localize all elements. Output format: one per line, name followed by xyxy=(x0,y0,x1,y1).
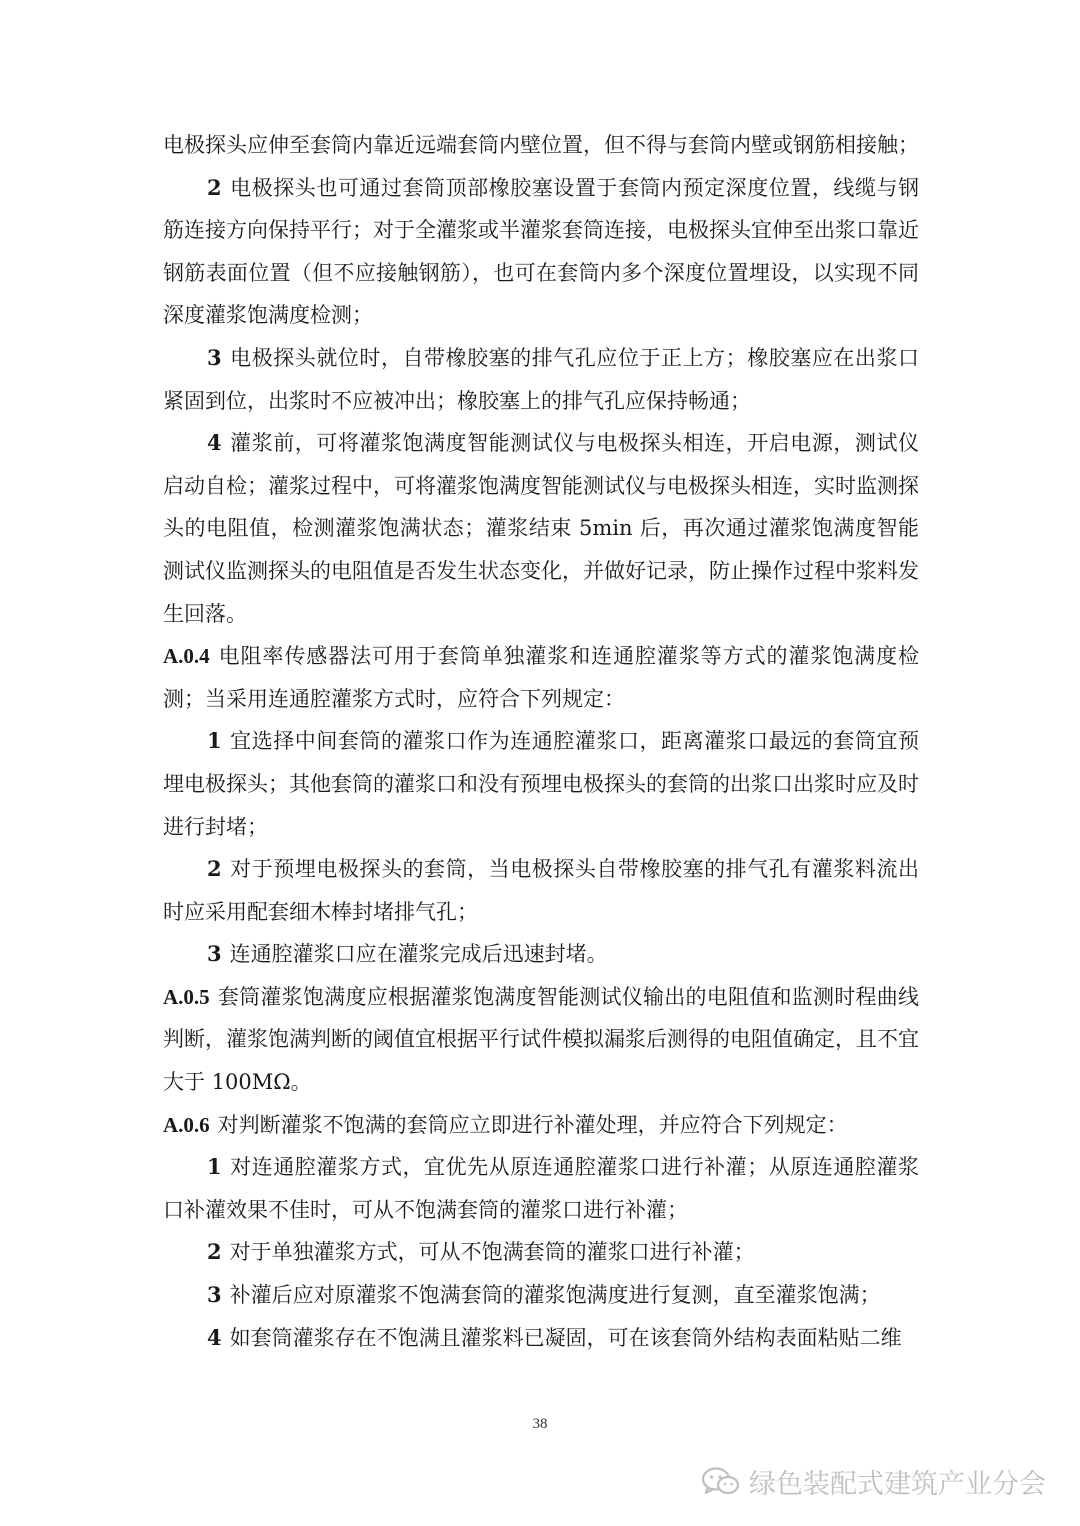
item-number: 1 xyxy=(207,1154,222,1180)
item-text: 如套筒灌浆存在不饱满且灌浆料已凝固，可在该套筒外结构表面粘贴二维 xyxy=(229,1325,902,1350)
item-text: 对于单独灌浆方式，可从不饱满套筒的灌浆口进行补灌； xyxy=(229,1240,755,1265)
clause-number: A.0.5 xyxy=(163,984,210,1009)
list-item xyxy=(163,1274,919,1317)
item-number: 3 xyxy=(207,941,222,967)
list-item xyxy=(163,1146,919,1231)
item-text: 宜选择中间套筒的灌浆口作为连通腔灌浆口，距离灌浆口最远的套筒宜预埋电极探头；其他套筒的灌浆口和没有预埋电极探头的套筒的出浆口出浆时应及时进行封堵； xyxy=(163,729,919,839)
list-item xyxy=(163,720,919,848)
watermark-text: 绿色装配式建筑产业分会 xyxy=(749,1469,1046,1500)
item-number: 3 xyxy=(207,344,222,370)
item-number: 2 xyxy=(207,174,222,200)
paragraph-text: 电极探头应伸至套筒内靠近远端套筒内壁位置，但不得与套筒内壁或钢筋相接触； xyxy=(163,133,919,157)
list-item xyxy=(163,422,919,635)
item-text: 对连通腔灌浆方式，宜优先从原连通腔灌浆口进行补灌；从原连通腔灌浆口补灌效果不佳时，可从不饱满套筒的灌浆口进行补灌； xyxy=(163,1155,919,1222)
list-item xyxy=(163,848,919,933)
clause xyxy=(163,976,919,1104)
clause-number: A.0.6 xyxy=(163,1112,210,1137)
item-number: 2 xyxy=(207,856,222,882)
clause xyxy=(163,635,919,720)
clause-text: 套筒灌浆饱满度应根据灌浆饱满度智能测试仪输出的电阻值和监测时程曲线判断，灌浆饱满判断的阈值宜根据平行试件模拟漏浆后测得的电阻值确定，且不宜大于 100MΩ。 xyxy=(163,984,919,1095)
clause xyxy=(163,1104,919,1147)
item-text: 电极探头也可通过套筒顶部橡胶塞设置于套筒内预定深度位置，线缆与钢筋连接方向保持平行；对于全灌浆或半灌浆套筒连接，电极探头宜伸至出浆口靠近钢筋表面位置（但不应接触钢筋），也可在套筒内多个深度位置埋设，以实现不同深度灌浆饱满度检测； xyxy=(163,175,919,328)
clause-text: 电阻率传感器法可用于套筒单独灌浆和连通腔灌浆等方式的灌浆饱满度检测；当采用连通腔灌浆方式时，应符合下列规定： xyxy=(163,644,919,711)
list-item xyxy=(163,1317,919,1360)
list-item xyxy=(163,337,919,422)
item-number: 4 xyxy=(207,1324,222,1350)
page-number: 38 xyxy=(532,1416,548,1432)
document-body xyxy=(163,124,919,1359)
list-item xyxy=(163,1231,919,1274)
paragraph xyxy=(163,124,919,167)
watermark xyxy=(701,1462,1046,1501)
item-text: 灌浆前，可将灌浆饱满度智能测试仪与电极探头相连，开启电源，测试仪启动自检；灌浆过程中，可将灌浆饱满度智能测试仪与电极探头相连，实时监测探头的电阻值，检测灌浆饱满状态；灌浆结束 5min 后，再次通过灌浆饱满度智能测试仪监测探头的电阻值是否发生状态变化，并做好记录，防止操作过程中浆料发生回落。 xyxy=(163,431,919,626)
clause-number: A.0.4 xyxy=(163,644,210,669)
wechat-icon xyxy=(701,1466,741,1498)
list-item xyxy=(163,933,919,976)
item-number: 2 xyxy=(207,1239,222,1265)
item-text: 对于预埋电极探头的套筒，当电极探头自带橡胶塞的排气孔有灌浆料流出时应采用配套细木棒封堵排气孔； xyxy=(163,857,919,924)
item-number: 3 xyxy=(207,1282,222,1308)
item-number: 1 xyxy=(207,728,222,754)
item-text: 电极探头就位时，自带橡胶塞的排气孔应位于正上方；橡胶塞应在出浆口紧固到位，出浆时不应被冲出；橡胶塞上的排气孔应保持畅通； xyxy=(163,345,919,413)
item-text: 补灌后应对原灌浆不饱满套筒的灌浆饱满度进行复测，直至灌浆饱满； xyxy=(229,1283,881,1308)
item-text: 连通腔灌浆口应在灌浆完成后迅速封堵。 xyxy=(229,942,608,967)
list-item xyxy=(163,167,919,337)
item-number: 4 xyxy=(207,430,222,456)
clause-text: 对判断灌浆不饱满的套筒应立即进行补灌处理，并应符合下列规定： xyxy=(217,1112,848,1137)
